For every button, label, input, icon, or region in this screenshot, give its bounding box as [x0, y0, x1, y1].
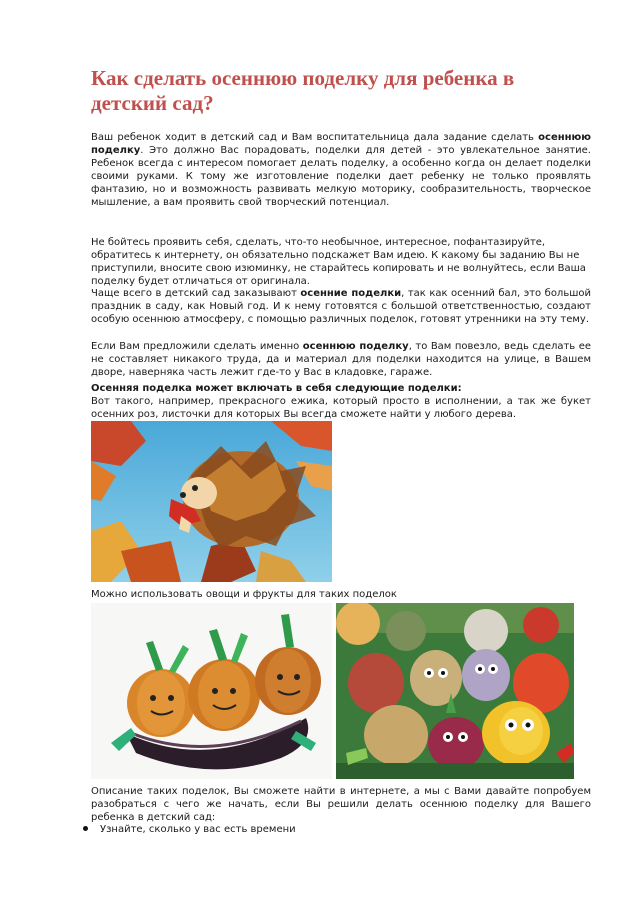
- paragraph-kindergarten-text: Чаще всего в детский сад заказывают: [91, 288, 301, 299]
- list-item-text: Узнайте, сколько у вас есть времени: [100, 824, 296, 835]
- vegetables-craft-image: [336, 603, 574, 779]
- hedgehog-image: [91, 421, 332, 582]
- paragraph-intro-text: Ваш ребенок ходит в детский сад и Вам воспитательница дала задание сделать: [91, 132, 539, 143]
- paragraph-advice: Не бойтесь проявить себя, сделать, что-то необычное, интересное, пофантазируйте, обратитесь к интернету, он обязательно подскажет Вам идею. К какому бы заданию Вы не приступили, вносите свою изюминку, не старайтесь копировать и не волнуйтесь, если Ваша поделку будет отличаться от оригинала.: [91, 237, 586, 287]
- onion-craft-image: [91, 603, 332, 779]
- paragraph-description: Описание таких поделок, Вы сможете найти в интернете, а мы с Вами давайте попробуем разобраться с чего же начать, если Вы решили делать осеннюю поделку для Вашего ребенка в детский сад:: [91, 786, 591, 823]
- paragraph-hedgehog: Вот такого, например, прекрасного ежика, который просто в исполнении, а так же букет осенних роз, листочки для которых Вы всегда сможете найти у любого дерева.: [91, 396, 591, 420]
- keyword-autumn-crafts: осенние поделки: [300, 288, 402, 299]
- section-heading: [91, 382, 591, 395]
- paragraph-kindergarten: [91, 287, 591, 326]
- paragraph-lucky-text: Если Вам предложили сделать именно: [91, 341, 303, 352]
- bullet-icon: [83, 826, 88, 831]
- paragraph-intro: [91, 131, 591, 209]
- keyword-autumn-craft-2: осеннюю поделку: [302, 341, 409, 352]
- paragraph-kindergarten-rest: , так как осенний бал, это большой праздник в саду, как Новый год. И к нему готовятся с большой ответственностью, создают особую осеннюю атмосферу, с помощью различных поделок, готовят утренники на эту тему.: [91, 288, 591, 325]
- section-heading-text: Осенняя поделка может включать в себя следующие поделки:: [91, 383, 462, 394]
- paragraph-lucky-rest: , то Вам повезло, ведь сделать ее не составляет никакого труда, да и материал для поделки находится на улице, в Вашем дворе, наверняка часть лежит где-то у Вас в кладовке, гараже.: [91, 341, 592, 378]
- caption-vegetables: Можно использовать овощи и фрукты для таких поделок: [91, 589, 397, 600]
- keyword-autumn-craft: осеннюю поделку: [91, 132, 591, 156]
- list-item: [83, 823, 296, 836]
- paragraph-lucky: [91, 340, 591, 379]
- paragraph-intro-rest: . Это должно Вас порадовать, поделки для детей - это увлекательное занятие. Ребенок всегда с интересом помогает делать поделку, а особенно когда он делает поделки своими руками. К тому же изготовление поделки дает ребенку не только проявлять фантазию, но и возможность развивать мелкую моторику, сообразительность, творческое мышление, а вам проявить свой творческий потенциал.: [91, 145, 591, 208]
- page-title: Как сделать осеннюю поделку для ребенка в детский сад?: [91, 66, 515, 115]
